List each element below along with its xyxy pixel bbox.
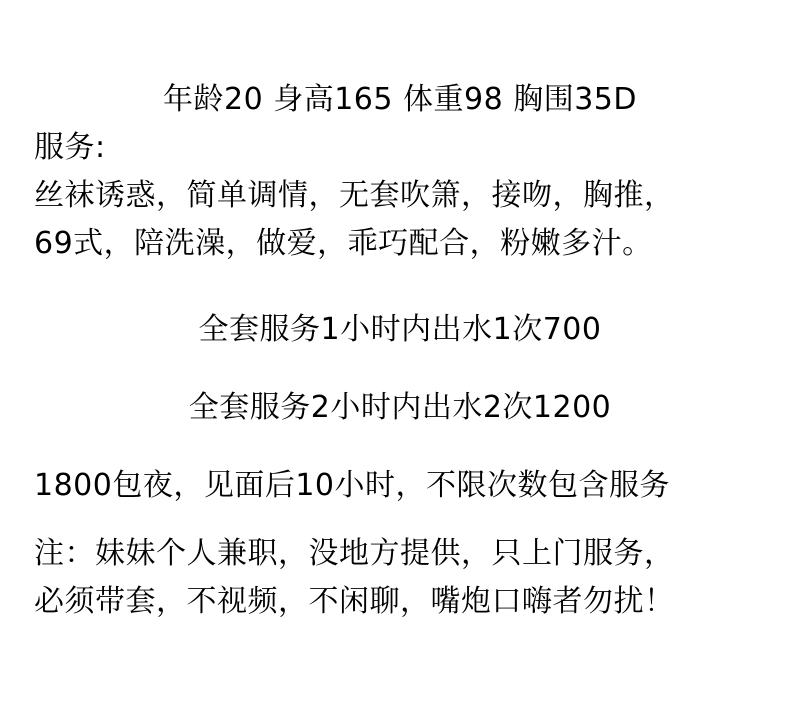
spacer-between-prices <box>34 354 766 384</box>
note-line-1: 注：妹妹个人兼职，没地方提供，只上门服务， <box>34 536 675 571</box>
spacer-after-services <box>34 268 766 306</box>
note-line-2: 必须带套，不视频，不闲聊，嘴炮口嗨者勿扰！ <box>34 584 675 619</box>
service-items-line-2: 69式，陪洗澡，做爱，乖巧配合，粉嫩多汁。 <box>34 226 653 261</box>
service-label: 服务: <box>34 130 106 165</box>
headline-stats: 年龄20 身高165 体重98 胸围35D <box>163 82 637 117</box>
price-option-2: 全套服务2小时内出水2次1200 <box>188 390 612 425</box>
spacer-before-note <box>34 510 766 530</box>
service-items-line-1: 丝袜诱惑，简单调情，无套吹箫，接吻，胸推， <box>34 178 675 213</box>
top-spacer <box>34 0 766 76</box>
price-option-1: 全套服务1小时内出水1次700 <box>198 312 602 347</box>
overnight-package: 1800包夜，见面后10小时，不限次数包含服务 <box>34 468 671 503</box>
spacer-before-overnight <box>34 432 766 462</box>
